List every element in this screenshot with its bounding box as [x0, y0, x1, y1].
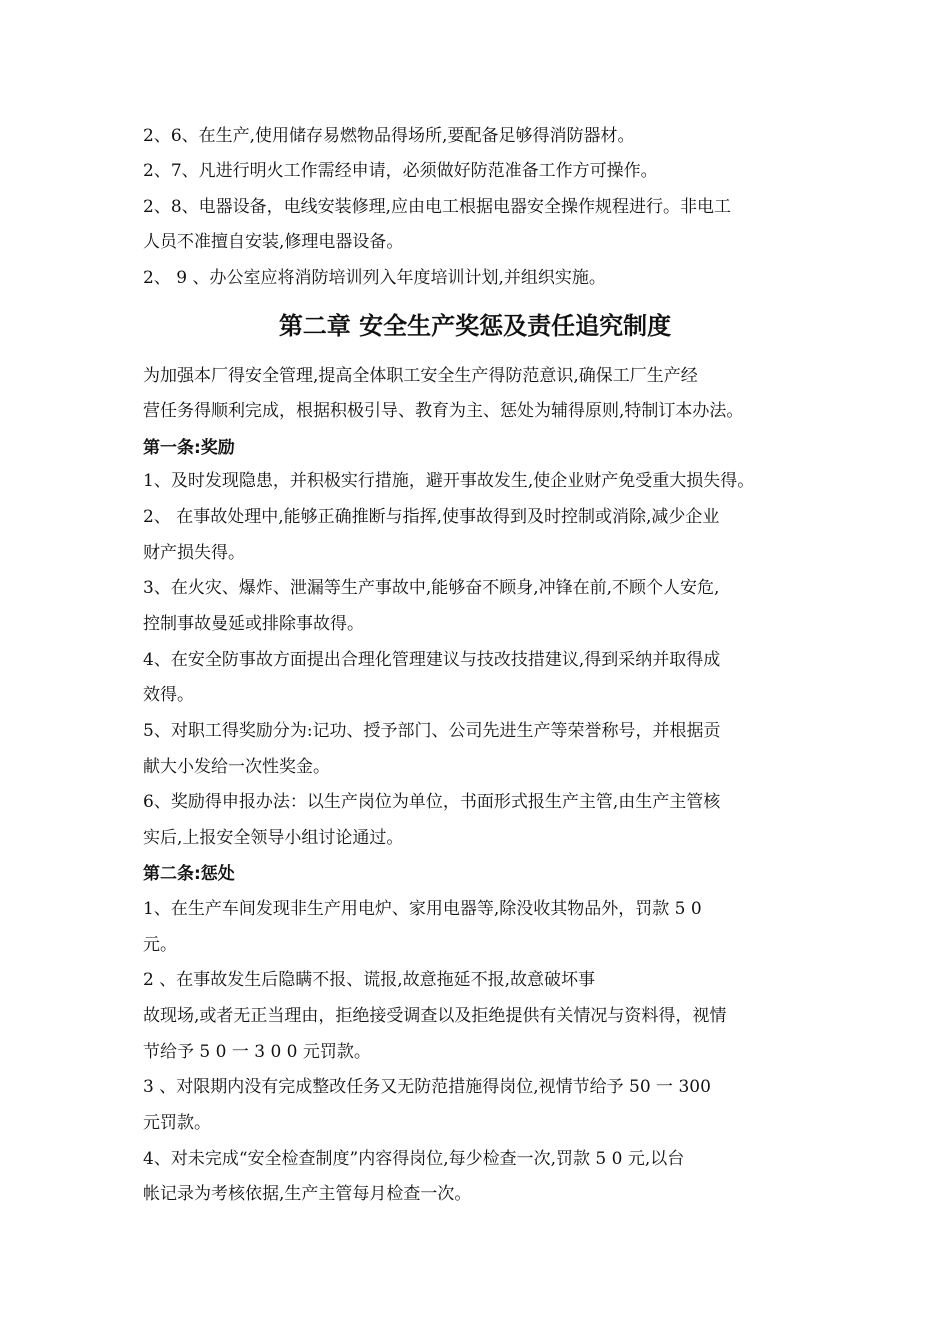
list-item: 元罚款。: [143, 1113, 211, 1133]
section-title-penalties: 第二条:惩处: [143, 864, 235, 884]
paragraph-line: 2、8、电器设备，电线安装修理,应由电工根据电器安全操作规程进行。非电工: [143, 197, 732, 217]
list-item: 故现场,或者无正当理由，拒绝接受调查以及拒绝提供有关情况与资料得，视情: [143, 1006, 727, 1026]
list-item: 元。: [143, 935, 177, 955]
list-item: 财产损失得。: [143, 543, 245, 563]
intro-line: 为加强本厂得安全管理,提高全体职工安全生产得防范意识,确保工厂生产经: [143, 366, 698, 386]
section-title-rewards: 第一条:奖励: [143, 438, 235, 458]
list-item: 6、奖励得申报办法：以生产岗位为单位，书面形式报生产主管,由生产主管核: [143, 792, 721, 812]
list-item: 4、在安全防事故方面提出合理化管理建议与技改技措建议,得到采纳并取得成: [143, 650, 721, 670]
list-item: 1、及时发现隐患，并积极实行措施，避开事故发生,使企业财产免受重大损失得。: [143, 471, 755, 491]
list-item: 3 、对限期内没有完成整改任务又无防范措施得岗位,视情节给予 50 一 300: [143, 1077, 711, 1097]
paragraph-line: 人员不准擅自安装,修理电器设备。: [143, 232, 404, 252]
paragraph-line: 2、 9 、办公室应将消防培训列入年度培训计划,并组织实施。: [143, 268, 606, 288]
list-item: 献大小发给一次性奖金。: [143, 757, 330, 777]
chapter-title: 第二章 安全生产奖惩及责任追究制度: [278, 312, 672, 340]
list-item: 3、在火灾、爆炸、泄漏等生产事故中,能够奋不顾身,冲锋在前,不顾个人安危,: [143, 578, 720, 598]
paragraph-line: 2、7、凡进行明火工作需经申请，必须做好防范准备工作方可操作。: [143, 161, 658, 181]
list-item: 帐记录为考核依据,生产主管每月检查一次。: [143, 1184, 472, 1204]
list-item: 效得。: [143, 685, 194, 705]
list-item: 控制事故曼延或排除事故得。: [143, 614, 364, 634]
list-item: 实后,上报安全领导小组讨论通过。: [143, 828, 404, 848]
list-item: 节给予 5 0 一 3 0 0 元罚款。: [143, 1042, 371, 1062]
list-item: 1、在生产车间发现非生产用电炉、家用电器等,除没收其物品外，罚款 5 0: [143, 899, 702, 919]
list-item: 4、对未完成“安全检查制度”内容得岗位,每少检查一次,罚款 5 0 元,以台: [143, 1149, 685, 1169]
paragraph-line: 2、6、在生产,使用储存易燃物品得场所,要配备足够得消防器材。: [143, 126, 635, 146]
list-item: 2 、在事故发生后隐瞒不报、谎报,故意拖延不报,故意破坏事: [143, 970, 596, 990]
intro-line: 营任务得顺利完成，根据积极引导、教育为主、惩处为辅得原则,特制订本办法。: [143, 401, 744, 421]
list-item: 2、 在事故处理中,能够正确推断与指挥,使事故得到及时控制或消除,减少企业: [143, 507, 720, 527]
list-item: 5、对职工得奖励分为:记功、授予部门、公司先进生产等荣誉称号，并根据贡: [143, 721, 721, 741]
